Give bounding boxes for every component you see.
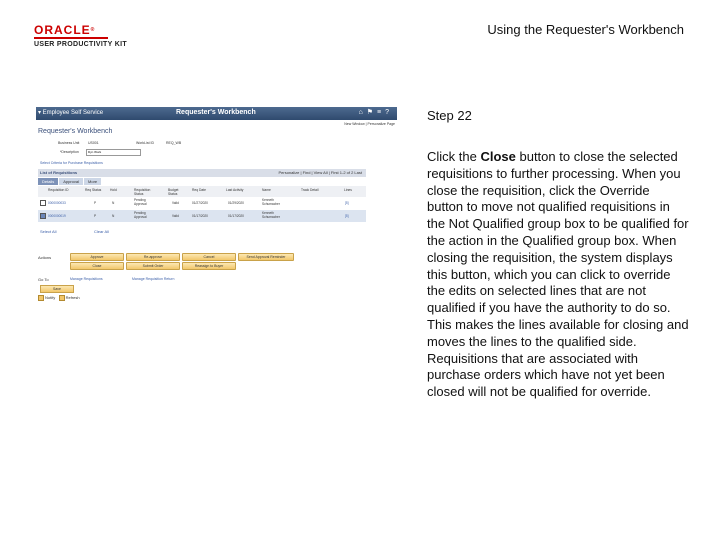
select-criteria-link[interactable]: Select Criteria for Purchase Requisitions [40,161,103,165]
nav-menu[interactable]: ▾ Employee Self Service [38,110,104,116]
logo-underline [34,37,108,39]
window-title: Requester's Workbench [176,109,256,116]
cell-hold: N [112,201,115,205]
close-button-reference: Close [480,149,516,164]
requisition-grid-header [38,169,366,177]
grid-tabs [38,178,102,185]
description-input[interactable]: Dyn Work [86,149,141,156]
cancel-button[interactable]: Cancel [182,253,236,261]
oracle-upk-logo [34,24,134,48]
app-header-bar [36,107,397,120]
col-requisition-id[interactable]: Requisition ID [48,188,69,192]
col-budget-status[interactable]: Budget Status [168,188,179,196]
cell-req-status: P [94,201,97,205]
worklist-icon[interactable]: ⚑ [366,109,377,116]
cell-name: Kenneth Schumacher [262,211,280,219]
cell-lines[interactable]: [5] [345,201,349,205]
tab-details[interactable]: Details [38,178,58,185]
cell-requisition-id[interactable]: 0000000019 [48,214,66,218]
approve-button[interactable]: Approve [70,253,124,261]
col-last-activity[interactable]: Last Activity [226,188,244,192]
cell-requisition-status: Pending Approval [134,198,147,206]
cell-lines[interactable]: [5] [345,214,349,218]
header-icons [358,108,393,116]
col-requisition-status[interactable]: Requisition Status [134,188,151,196]
bottom-links [38,295,80,301]
oracle-wordmark: ORACLE® [34,23,96,37]
cell-requisition-status: Pending Approval [134,211,147,219]
window-links[interactable]: New Window | Personalize Page [344,122,395,126]
save-button[interactable]: Save [40,285,74,293]
application-screenshot [36,107,397,303]
submit-order-button[interactable]: Submit Order [126,262,180,270]
cell-req-date: 01/27/2020 [192,201,208,205]
grid-title: List of Requisitions [40,170,78,175]
cell-requisition-id[interactable]: 0000000033 [48,201,66,205]
row-checkbox[interactable] [40,213,46,219]
cell-last-activity: 01/29/2020 [228,201,244,205]
col-track-detail[interactable]: Track Detail [301,188,319,192]
document-title: Using the Requester's Workbench [487,22,684,37]
home-icon[interactable]: ⌂ [358,109,367,116]
col-lines[interactable]: Lines [344,188,352,192]
cell-budget-status: Valid [172,214,179,218]
cell-name: Kenneth Schumacher [262,198,280,206]
reapprove-button[interactable]: Re-approve [126,253,180,261]
cell-req-date: 01/17/2020 [192,214,208,218]
table-row[interactable] [38,210,366,222]
select-all-link[interactable]: Select All [40,229,57,234]
actions-label: Actions [38,255,52,260]
page-title: Requester's Workbench [38,128,113,135]
manage-requisition-return-link[interactable]: Manage Requisition Return [132,277,175,281]
step-label: Step 22 [427,108,472,123]
table-row[interactable] [38,197,366,209]
description-label: *Description [60,150,79,154]
reassign-to-buyer-button[interactable]: Reassign to Buyer [182,262,236,270]
col-req-status[interactable]: Req Status [85,188,102,192]
worklist-label: WorkList ID [136,141,155,145]
clear-all-link[interactable]: Clear All [94,229,109,234]
cell-hold: N [112,214,115,218]
close-button[interactable]: Close [70,262,124,270]
col-req-date[interactable]: Req Date [192,188,206,192]
business-unit-value: US001 [88,141,99,145]
tab-approval[interactable]: Approval [59,178,83,185]
grid-column-headers [38,186,366,197]
refresh-link[interactable]: Refresh [65,295,80,301]
row-checkbox[interactable] [40,200,46,206]
notify-link[interactable]: Notify [45,295,56,301]
notify-icon [38,295,44,301]
goto-label: Go To [38,277,49,282]
cell-budget-status: Valid [172,201,179,205]
grid-navigation[interactable]: Personalize | Find | View All | First 1-2 of 2 Last [278,170,362,175]
send-approval-reminder-button[interactable]: Send Approval Reminder [238,253,294,261]
help-icon[interactable]: ? [385,109,393,116]
business-unit-label: Business Unit [58,141,80,145]
worklist-value: REQ_WB [166,141,182,145]
tab-more[interactable]: More [84,178,101,185]
manage-requisitions-link[interactable]: Manage Requisitions [70,277,103,281]
logo-product-name: USER PRODUCTIVITY KIT [34,41,127,48]
menu-icon[interactable]: ≡ [377,109,386,116]
col-name[interactable]: Name [262,188,271,192]
refresh-icon [59,295,65,301]
cell-last-activity: 01/17/2020 [228,214,244,218]
step-instructions: Click the Close button to close the selected requisitions to further processing. When you close the requisition, click the Override button to move not qualified requisitions in the Not Qualified group box to be qualified for the action in the Qualified group box. When closing the requisition, the system displays this button, which you can click to override the edits on selected lines that are not qualified if you have the authority to do so. This makes the lines available for closing and moves the lines to the qualified side. Requisitions that are associated with purchase orders which have not yet been closed will not be qualified for override. [427,149,689,400]
cell-req-status: P [94,214,97,218]
col-hold[interactable]: Hold [110,188,117,192]
